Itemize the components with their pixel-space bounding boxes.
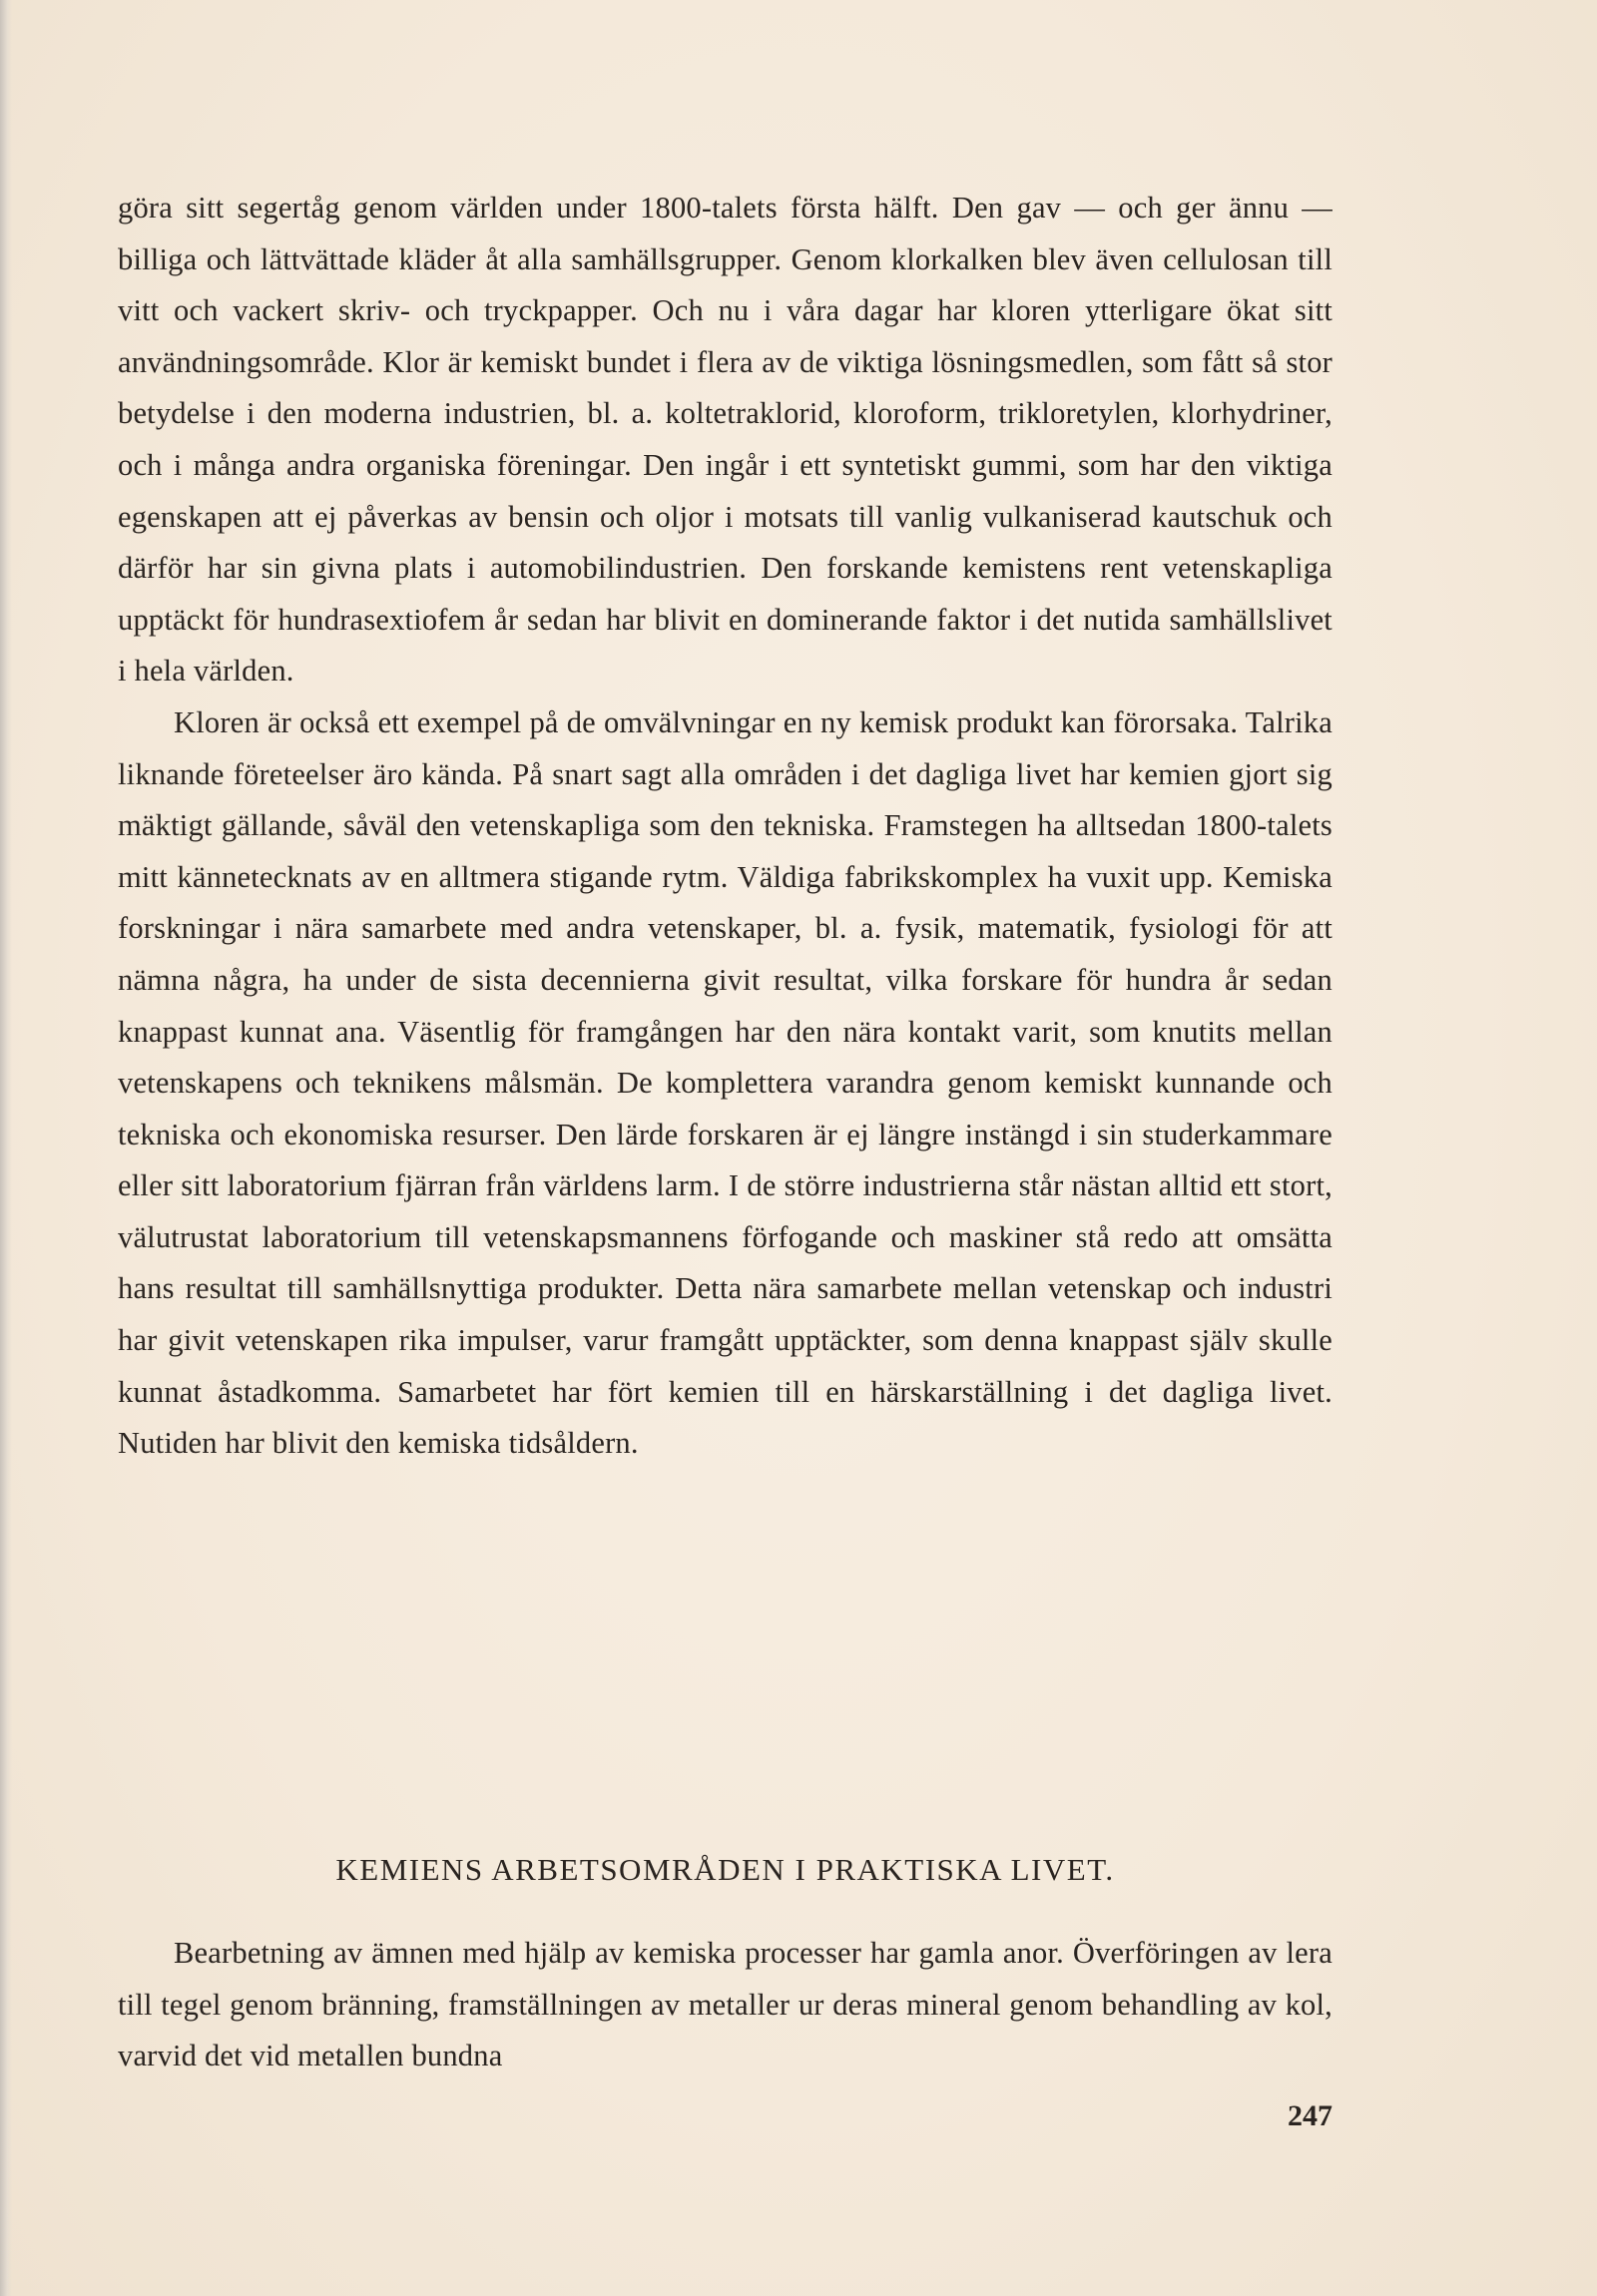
paragraph-2: Kloren är också ett exempel på de omvälvningar en ny kemisk produkt kan förorsaka. Talrika liknande företeelser äro kända. På snart sagt alla områden i det dagliga livet har kemien gjort sig mäktigt gällande, såväl den vetenskapliga som den tekniska. Framstegen ha alltsedan 1800-talets mitt kännetecknats av en alltmera stigande rytm. Väldiga fabrikskomplex ha vuxit upp. Kemiska forskningar i nära samarbete med andra vetenskaper, bl. a. fysik, matematik, fysiologi för att nämna några, ha under de sista decennierna givit resultat, vilka forskare för hundra år sedan knappast kunnat ana. Väsentlig för framgången har den nära kontakt varit, som knutits mellan vetenskapens och teknikens målsmän. De komplettera varandra genom kemiskt kunnande och tekniska och ekonomiska resurser. Den lärde forskaren är ej längre instängd i sin studerkammare eller sitt laboratorium fjärran från världens larm. I de större industrierna står nästan alltid ett stort, välutrustat laboratorium till vetenskapsmannens förfogande och maskiner stå redo att omsätta hans resultat till samhällsnyttiga produkter. Detta nära samarbete mellan vetenskap och industri har givit vetenskapen rika impulser, varur framgått upptäckter, som denna knappast själv skulle kunnat åstadkomma. Samarbetet har fört kemien till en härskarställning i det dagliga livet. Nutiden har blivit den kemiska tidsåldern. <box>118 704 1332 1461</box>
body-text <box>118 183 1332 1470</box>
page-edge-shadow <box>0 0 12 2296</box>
section-body-text <box>118 1928 1332 2082</box>
page-number: 247 <box>1288 2099 1332 2132</box>
paragraph-3: Bearbetning av ämnen med hjälp av kemiska processer har gamla anor. Överföringen av lera till tegel genom bränning, framställningen av metaller ur deras mineral genom behandling av kol, varvid det vid metallen bundna <box>118 1936 1332 2073</box>
section-heading: KEMIENS ARBETSOMRÅDEN I PRAKTISKA LIVET. <box>335 1852 1115 1887</box>
paragraph-1: göra sitt segertåg genom världen under 1800-talets första hälft. Den gav — och ger ännu — billiga och lättvättade kläder åt alla samhällsgrupper. Genom klorkalken blev även cellulosan till vitt och vackert skriv- och tryckpapper. Och nu i våra dagar har kloren ytterligare ökat sitt användningsområde. Klor är kemiskt bundet i flera av de viktiga lösningsmedlen, som fått så stor betydelse i den moderna industrien, bl. a. koltetraklorid, kloroform, trikloretylen, klorhydriner, och i många andra organiska föreningar. Den ingår i ett syntetiskt gummi, som har den viktiga egenskapen att ej påverkas av bensin och oljor i motsats till vanlig vulkaniserad kautschuk och därför har sin givna plats i automobilindustrien. Den forskande kemistens rent vetenskapliga upptäckt för hundrasextiofem år sedan har blivit en dominerande faktor i det nutida samhällslivet i hela världen. <box>118 191 1332 689</box>
